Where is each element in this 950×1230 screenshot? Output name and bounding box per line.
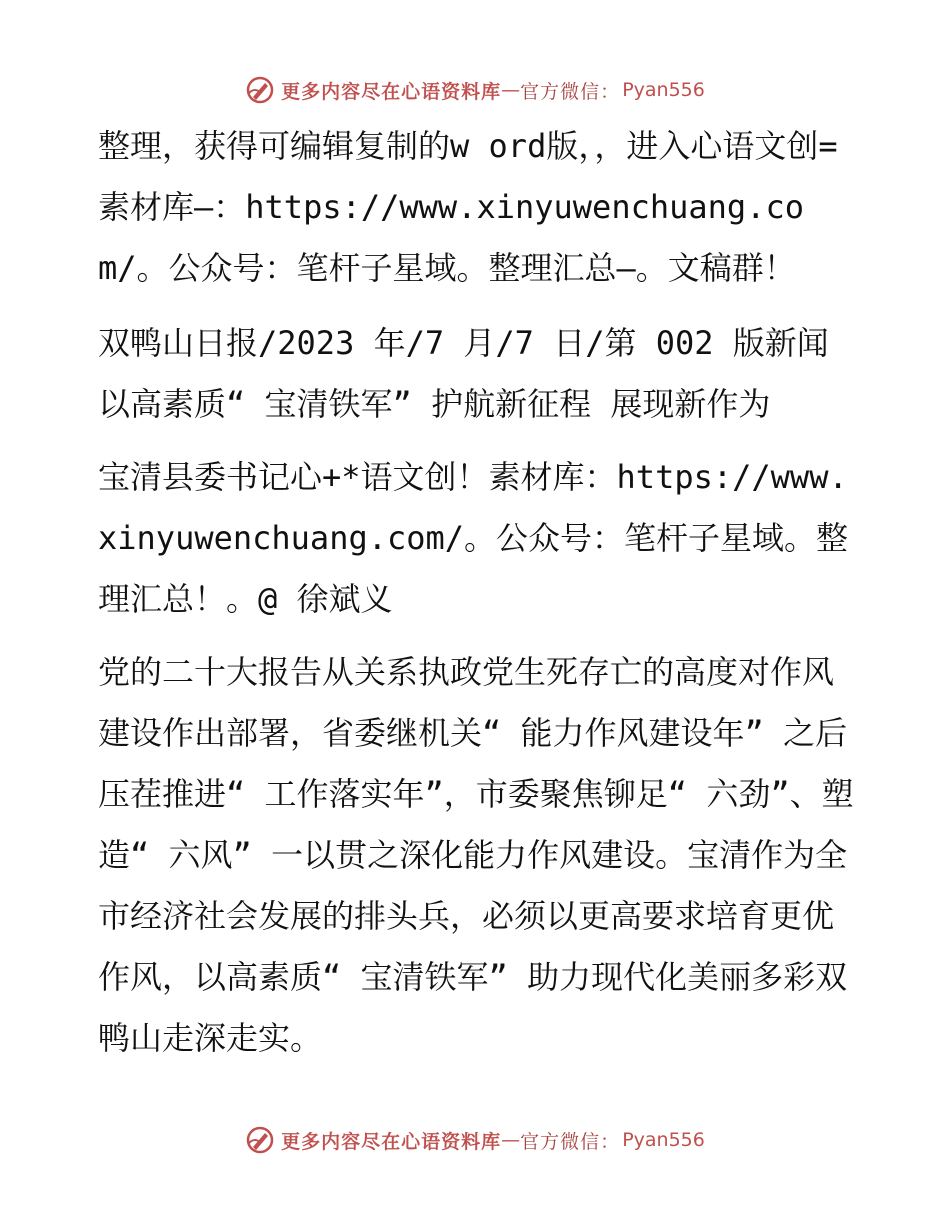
paragraph-body-text: 党的二十大报告从关系执政党生死存亡的高度对作风建设作出部署，省委继机关“ 能力作风建设年” 之后压茬推进“ 工作落实年”，市委聚焦铆足“ 六劲”、塑造“ 六风” 一以贯之深化能力作风建设。宝清作为全市经济社会发展的排头兵，必须以更高要求培育更优作风，以高素质“ 宝清铁军” 助力现代化美丽多彩双鸭山走深走实。 — [98, 653, 854, 1057]
paragraph-intro-notice: 整理，获得可编辑复制的w ord版，，进入心语文创=素材库—：https://www.xinyuwenchuang.com/。公众号：笔杆子星域。整理汇总—。文稿群！ — [98, 127, 838, 287]
banner-separator: — — [501, 79, 521, 101]
banner-wechat-label: 官方微信： — [520, 80, 621, 103]
pen-in-circle-logo-icon — [245, 1125, 275, 1155]
footer-watermark-banner — [0, 1120, 950, 1160]
banner-title: 更多内容尽在心语资料库 — [281, 80, 502, 103]
paragraph-article-title: 以高素质“ 宝清铁军” 护航新征程 展现新作为 — [98, 385, 771, 423]
header-watermark-banner — [0, 70, 950, 110]
banner-title: 更多内容尽在心语资料库 — [281, 1130, 502, 1153]
pen-in-circle-logo-icon — [245, 75, 275, 105]
banner-separator: — — [501, 1129, 521, 1151]
banner-wechat-id: Pyan556 — [622, 1129, 705, 1151]
paragraph-source-line: 双鸭山日报/2023 年/7 月/7 日/第 002 版新闻 — [98, 324, 829, 362]
document-body — [98, 116, 858, 1069]
banner-wechat-label: 官方微信： — [520, 1130, 621, 1153]
banner-wechat-id: Pyan556 — [622, 79, 705, 101]
paragraph-author-line: 宝清县委书记心+*语文创！素材库：https://www.xinyuwenchuang.com/。公众号：笔杆子星域。整理汇总！。@ 徐斌义 — [98, 458, 849, 618]
